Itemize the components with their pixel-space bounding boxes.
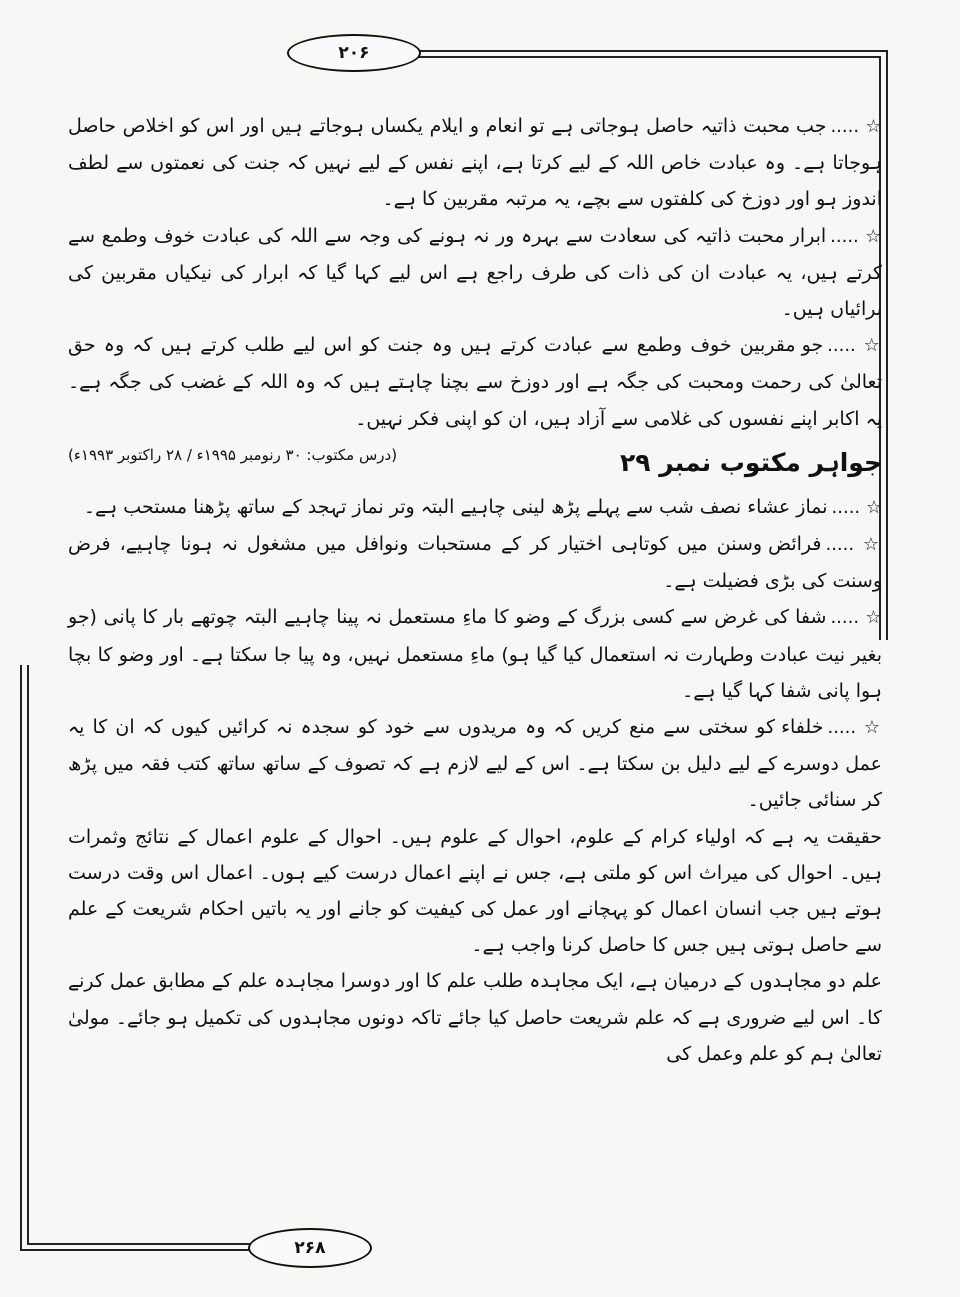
frame-bottom-line-inner xyxy=(27,1243,250,1245)
frame-left-line-inner xyxy=(27,665,29,1243)
star-outline-icon: ☆ ..... xyxy=(827,335,883,357)
frame-left-line xyxy=(20,665,22,1250)
star-outline-icon: ☆ ..... xyxy=(830,225,882,247)
paragraph: ☆ .....فرائض وسنن میں کوتاہی اختیار کر کے مستحبات ونوافل میں مشغول نہ ہونا چاہیے، فرض وسنت کی بڑی فضیلت ہے۔ xyxy=(68,533,882,593)
star-outline-icon: ☆ ..... xyxy=(825,534,882,556)
star-outline-icon: ☆ ..... xyxy=(831,496,882,518)
star-outline-icon: ☆ ..... xyxy=(830,116,882,137)
paragraph: ☆ .....نماز عشاء نصف شب سے پہلے پڑھ لینی چاہیے البتہ وتر نماز تہجد کے ساتھ پڑھنا مستحب ہے۔ xyxy=(83,495,882,518)
paragraph: ☆ .....شفا کی غرض سے کسی بزرگ کے وضو کا ماءِ مستعمل نہ پینا چاہیے البتہ چوتھے بار کا پانی (جو بغیر نیت عبادت وطہارت نہ استعمال کیا گیا ہو) ماءِ مستعمل نہیں، وہ پیا جا سکتا ہے۔ اور وضو کا بچا ہوا پانی شفا کہا گیا ہے۔ xyxy=(68,606,882,702)
page-body xyxy=(68,108,882,1072)
paragraph: ☆ .....جب محبت ذاتیہ حاصل ہوجاتی ہے تو انعام و ایلام یکساں ہوجاتے ہیں اور اس کو اخلاص حاصل ہوجاتا ہے۔ وہ عبادت خاص اللہ کے لیے کرتا ہے، اپنے نفس کے لیے نہیں کہ جنت کی نعمتوں سے لطف اندوز ہو اور دوزخ کی کلفتوں سے بچے، یہ مرتبہ مقربین کا ہے۔ xyxy=(68,115,882,211)
star-outline-icon: ☆ ..... xyxy=(827,717,883,739)
page-number-top: ۲۰۶ xyxy=(287,34,421,72)
frame-right-line xyxy=(886,50,888,640)
section-heading: جواہر مکتوب نمبر ۲۹ xyxy=(619,447,882,477)
reference-citation: (درس مکتوب: ۳۰ رنومبر ۱۹۹۵ء / ۲۸ راکتوبر ۱۹۹۳ء) xyxy=(68,445,398,464)
paragraph: علم دو مجاہدوں کے درمیان ہے، ایک مجاہدہ طلب علم کا اور دوسرا مجاہدہ علم کے مطابق عمل کرنے کا۔ اس لیے ضروری ہے کہ علم شریعت حاصل کیا جائے تاکہ دونوں مجاہدوں کی تکمیل ہو جائے۔ مولیٰ تعالیٰ ہم کو علم وعمل کی xyxy=(68,970,882,1065)
paragraph: ☆ .....ابرار محبت ذاتیہ کی سعادت سے بہرہ ور نہ ہونے کی وجہ سے اللہ کی عبادت خوف وطمع سے کرتے ہیں، یہ عبادت ان کی ذات کی طرف راجع ہے اس لیے کہا گیا کہ ابرار کی نیکیاں مقربین کی برائیاں ہیں۔ xyxy=(68,224,882,321)
frame-top-line xyxy=(417,50,887,52)
page-number-bottom: ۲۶۸ xyxy=(248,1228,372,1268)
paragraph: حقیقت یہ ہے کہ اولیاء کرام کے علوم، احوال کے علوم ہیں۔ احوال کے علوم اعمال کے نتائج وثمرات ہیں۔ احوال کی میراث اس کو ملتی ہے، جس نے اپنے اعمال درست کیے ہوں۔ اعمال اس وقت درست ہوتے ہیں جب انسان اعمال کو پہچانے اور عمل کی کیفیت کو جانے اور یہ باتیں احکام شریعت کے علم سے حاصل ہوتی ہیں جس کا حاصل کرنا واجب ہے۔ xyxy=(68,825,882,957)
paragraph: ☆ .....جو مقربین خوف وطمع سے عبادت کرتے ہیں وہ جنت کو اس لیے طلب کرتے ہیں کہ وہ حق تعالیٰ کی رحمت ومحبت کی جگہ ہے اور دوزخ سے بچنا چاہتے ہیں کہ وہ اللہ کے غضب کی جگہ ہے۔ یہ اکابر اپنے نفسوں کی غلامی سے آزاد ہیں، ان کو اپنی فکر نہیں۔ (درس مکتوب: ۳۰ رنومبر ۱۹۹۵ء / ۲۸ راکتوبر ۱۹۹۳ء) xyxy=(68,327,882,437)
frame-bottom-line xyxy=(20,1249,250,1251)
paragraph: ☆ .....خلفاء کو سختی سے منع کریں کہ وہ مریدوں سے خود کو سجدہ نہ کرائیں کیوں کہ ان کا یہ عمل دوسرے کے لیے دلیل بن سکتا ہے۔ اس کے لیے لازم ہے کہ تصوف کے ساتھ ساتھ کتب فقہ میں پڑھ کر سنائی جائیں۔ xyxy=(68,716,883,812)
frame-top-line-inner xyxy=(417,56,879,58)
star-outline-icon: ☆ ..... xyxy=(830,607,882,629)
